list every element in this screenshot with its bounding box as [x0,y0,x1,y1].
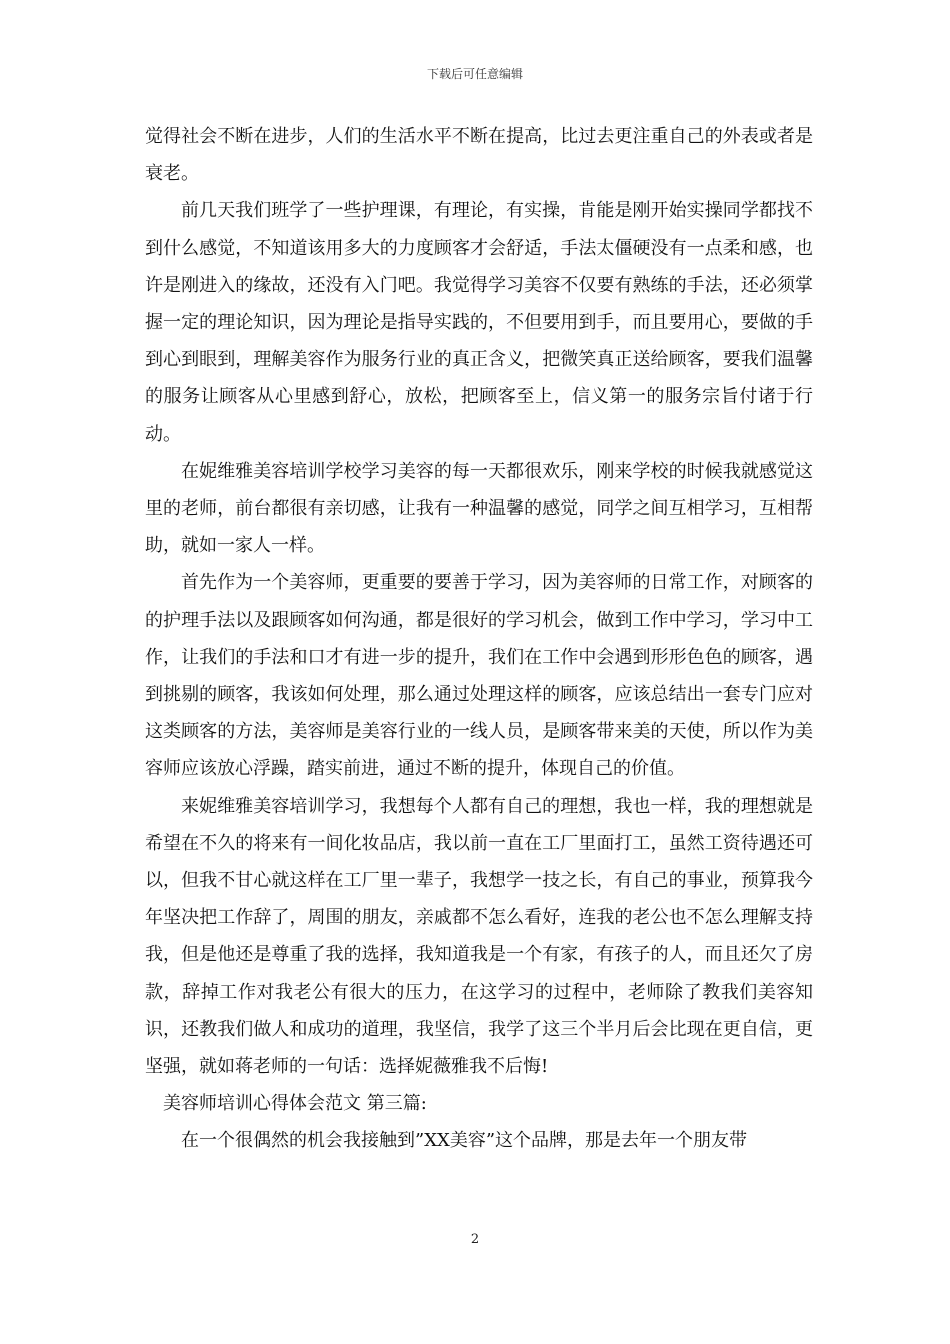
section-heading: 美容师培训心得体会范文 第三篇: [163,1093,427,1115]
paragraph: 前几天我们班学了一些护理课，有理论，有实操，肯能是刚开始实操同学都找不到什么感觉，不知道该用多大的力度顾客才会舒适，手法太僵硬没有一点柔和感，也许是刚进入的缘故，还没有入门吧。我觉得学习美容不仅要有熟练的手法，还必须掌握一定的理论知识，因为理论是指导实践的，不但要用到手，而且要用心，要做的手到心到眼到，理解美容作为服务行业的真正含义，把微笑真正送给顾客，要我们温馨的服务让顾客从心里感到舒心，放松，把顾客至上，信义第一的服务宗旨付诸于行动。 [145,200,813,445]
paragraph: 在妮维雅美容培训学校学习美容的每一天都很欢乐，刚来学校的时候我就感觉这里的老师，前台都很有亲切感，让我有一种温馨的感觉，同学之间互相学习，互相帮助，就如一家人一样。 [145,460,813,557]
paragraph: 首先作为一个美容师，更重要的要善于学习，因为美容师的日常工作，对顾客的的护理手法以及跟顾客如何沟通，都是很好的学习机会，做到工作中学习，学习中工作，让我们的手法和口才有进一步的提升，我们在工作中会遇到形形色色的顾客，遇到挑剔的顾客，我该如何处理，那么通过处理这样的顾客，应该总结出一套专门应对这类顾客的方法，美容师是美容行业的一线人员，是顾客带来美的天使，所以作为美容师应该放心浮躁，踏实前进，通过不断的提升，体现自己的价值。 [145,572,813,780]
page-number: 2 [470,1232,480,1247]
document-body [145,118,813,1160]
paragraph: 来妮维雅美容培训学习，我想每个人都有自己的理想，我也一样，我的理想就是希望在不久的将来有一间化妆品店，我以前一直在工厂里面打工，虽然工资待遇还可以，但我不甘心就这样在工厂里一辈子，我想学一技之长，有自己的事业，预算我今年坚决把工作辞了，周围的朋友，亲戚都不怎么看好，连我的老公也不怎么理解支持我，但是他还是尊重了我的选择，我知道我是一个有家，有孩子的人，而且还欠了房款，辞掉工作对我老公有很大的压力，在这学习的过程中，老师除了教我们美容知识，还教我们做人和成功的道理，我坚信，我学了这三个半月后会比现在更自信，更坚强，就如蒋老师的一句话：选择妮薇雅我不后悔! [145,795,813,1078]
paragraph: 觉得社会不断在进步，人们的生活水平不断在提高，比过去更注重自己的外表或者是衰老。 [145,126,813,185]
paragraph: 在一个很偶然的机会我接触到”XX美容”这个品牌，那是去年一个朋友带 [181,1130,748,1152]
page-header: 下载后可任意编辑 [426,67,523,81]
